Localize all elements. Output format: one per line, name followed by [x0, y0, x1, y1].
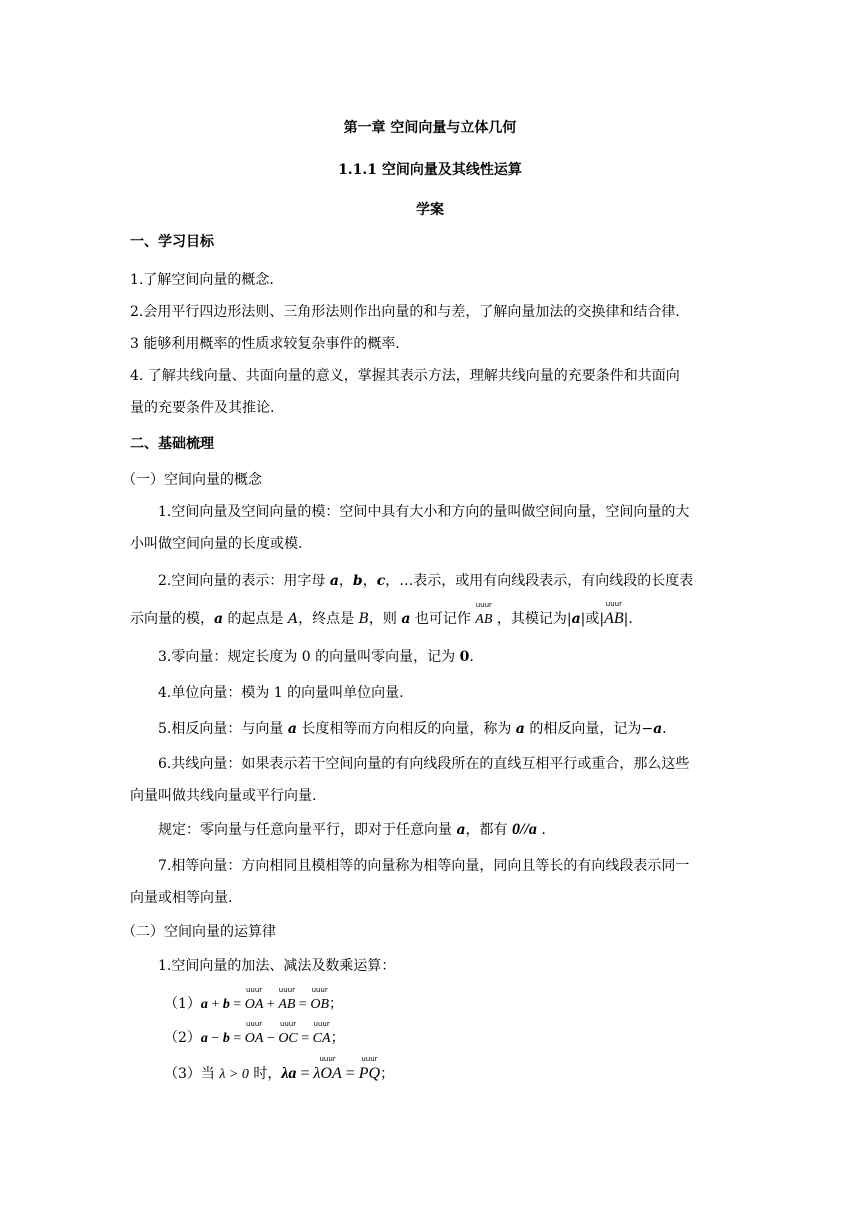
goal-item-1: 1.了解空间向量的概念.	[130, 272, 274, 288]
vector-oa	[244, 986, 264, 1015]
text: 也可记作	[410, 611, 476, 627]
vector-ab-modulus	[604, 600, 624, 629]
vector-pq	[358, 1055, 381, 1084]
vector-ca	[312, 1020, 331, 1049]
para-3	[158, 647, 474, 667]
vector-b: b	[222, 997, 230, 1012]
vector-a: a	[214, 611, 224, 627]
vector-oa	[244, 1020, 264, 1049]
operator: =	[296, 1065, 314, 1082]
text: ；	[329, 996, 343, 1012]
para-6-line-1: 6.共线向量：如果表示若干空间向量的有向线段所在的直线互相平行或重合，那么这些	[158, 756, 690, 772]
vector-oc	[278, 1020, 298, 1049]
text: ，终点是	[298, 611, 359, 627]
vector-ob	[310, 986, 329, 1015]
vector-a: a	[456, 822, 466, 838]
text: |或|	[580, 611, 605, 627]
vector-ab	[475, 601, 493, 630]
operator: +	[207, 997, 223, 1012]
operator: =	[295, 997, 311, 1012]
basics-heading: 二、基础梳理	[130, 436, 214, 452]
chapter-title: 第一章 空间向量与立体几何	[343, 120, 517, 136]
para-4: 4.单位向量：模为 1 的向量叫单位向量.	[158, 685, 404, 701]
goal-item-4-cont: 量的充要条件及其推论.	[130, 400, 275, 416]
para-6-line-2: 向量叫做共线向量或平行向量.	[130, 788, 317, 804]
vector-label: CA	[312, 1031, 331, 1046]
vector-a: a	[515, 721, 525, 737]
text: .	[536, 822, 546, 838]
para-7-line-2: 向量或相等向量.	[130, 890, 233, 906]
arrow-mark: uuur	[311, 986, 328, 994]
arrow-mark: uuur	[245, 1020, 263, 1028]
section-title: 1.1.1 空间向量及其线性运算	[338, 162, 522, 178]
text: 的起点是	[223, 611, 288, 627]
vector-a: a	[401, 611, 411, 627]
operator: =	[341, 1065, 359, 1082]
text: ；	[380, 1066, 395, 1082]
goal-item-2: 2.会用平行四边形法则、三角形法则作出向量的和与差，了解向量加法的交换律和结合律.	[130, 304, 680, 320]
arrow-mark: uuur	[475, 601, 492, 609]
op-3	[164, 1055, 395, 1085]
text: |.	[623, 611, 633, 627]
vector-label: AB	[278, 997, 296, 1012]
para-1-line-1: 1.空间向量及空间向量的模：空间中具有大小和方向的量叫做空间向量，空间向量的大	[158, 504, 690, 520]
vector-a: a	[653, 721, 663, 737]
text: ，…表示，或用有向线段表示，有向线段的长度表	[385, 573, 694, 589]
para-5	[158, 719, 667, 739]
text: 的相反向量，记为−	[524, 721, 654, 737]
vector-a: a	[200, 1031, 208, 1046]
para-2-line-1	[158, 571, 693, 591]
arrow-mark: uuur	[279, 1020, 297, 1028]
op-2	[164, 1020, 345, 1049]
point-b: B	[358, 611, 369, 627]
op-label: （3）当	[164, 1066, 220, 1082]
arrow-mark: uuur	[313, 1020, 330, 1028]
text: ，	[362, 573, 377, 589]
arrow-mark: uuur	[319, 1055, 336, 1063]
para-2-line-2	[130, 600, 633, 630]
text: 3.零向量：规定长度为 0 的向量叫零向量，记为	[158, 649, 460, 665]
vector-a: a	[200, 997, 208, 1012]
para-1-line-2: 小叫做空间向量的长度或模.	[130, 536, 303, 552]
text: ，则	[368, 611, 402, 627]
text: 5.相反向量：与向量	[158, 721, 288, 737]
operator: −	[263, 1031, 279, 1046]
vector-a: a	[329, 573, 339, 589]
vector-ab-label: AB	[604, 610, 624, 627]
parallel-expression: 0//a	[511, 821, 537, 838]
para-7-line-1: 7.相等向量：方向相同且模相等的向量称为相等向量，同向且等长的有向线段表示同一	[158, 858, 690, 874]
vector-a: a	[571, 611, 581, 627]
vector-b: b	[222, 1031, 230, 1046]
operator: +	[263, 997, 279, 1012]
vector-b: b	[352, 573, 363, 589]
vector-label: PQ	[358, 1065, 381, 1082]
text: 规定：零向量与任意向量平行，即对于任意向量	[158, 822, 457, 838]
vector-label: OB	[310, 997, 329, 1012]
operator: −	[207, 1031, 223, 1046]
zero-vector: 0	[459, 649, 470, 665]
op-label: （2）	[164, 1030, 201, 1046]
op-1	[164, 986, 343, 1015]
rule-line	[158, 820, 546, 840]
goal-item-3: 3 能够利用概率的性质求较复杂事件的概率.	[130, 336, 400, 352]
arrow-mark: uuur	[245, 986, 263, 994]
subsection-operations: （二）空间向量的运算律	[122, 924, 276, 940]
text: ，其模记为|	[492, 611, 572, 627]
lambda-condition: λ > 0	[219, 1067, 249, 1082]
operator: =	[297, 1031, 313, 1046]
doc-type-title: 学案	[416, 202, 444, 218]
text: .	[469, 649, 474, 665]
text: 时，	[248, 1066, 282, 1082]
vector-label: OA	[244, 1031, 264, 1046]
text: 长度相等而方向相反的向量，称为	[296, 721, 516, 737]
operator: =	[229, 997, 245, 1012]
lambda-vector-oa	[313, 1055, 342, 1084]
subsection-concepts: （一）空间向量的概念	[122, 472, 262, 488]
operator: =	[229, 1031, 245, 1046]
text: 2.空间向量的表示：用字母	[158, 573, 330, 589]
text: ；	[330, 1030, 345, 1046]
vector-label: λOA	[313, 1065, 342, 1082]
arrow-mark: uuur	[361, 1055, 378, 1063]
vector-c: c	[376, 573, 386, 589]
lambda-a: λa	[281, 1065, 297, 1082]
arrow-mark: uuur	[605, 600, 622, 608]
op-label: （1）	[164, 996, 201, 1012]
vector-label: OC	[278, 1031, 298, 1046]
vector-a: a	[287, 721, 297, 737]
text: .	[662, 721, 667, 737]
vector-label: OA	[244, 997, 264, 1012]
text: ，	[338, 573, 353, 589]
goal-item-4: 4. 了解共线向量、共面向量的意义，掌握其表示方法，理解共线向量的充要条件和共面向	[130, 368, 680, 384]
arrow-mark: uuur	[278, 986, 295, 994]
text: ，都有	[465, 822, 512, 838]
text: 示向量的模，	[130, 611, 214, 627]
vector-ab	[278, 986, 296, 1015]
goals-heading: 一、学习目标	[130, 234, 214, 250]
ops-intro: 1.空间向量的加法、减法及数乘运算：	[158, 958, 396, 974]
vector-ab-label: AB	[475, 612, 493, 627]
point-a: A	[287, 611, 299, 627]
